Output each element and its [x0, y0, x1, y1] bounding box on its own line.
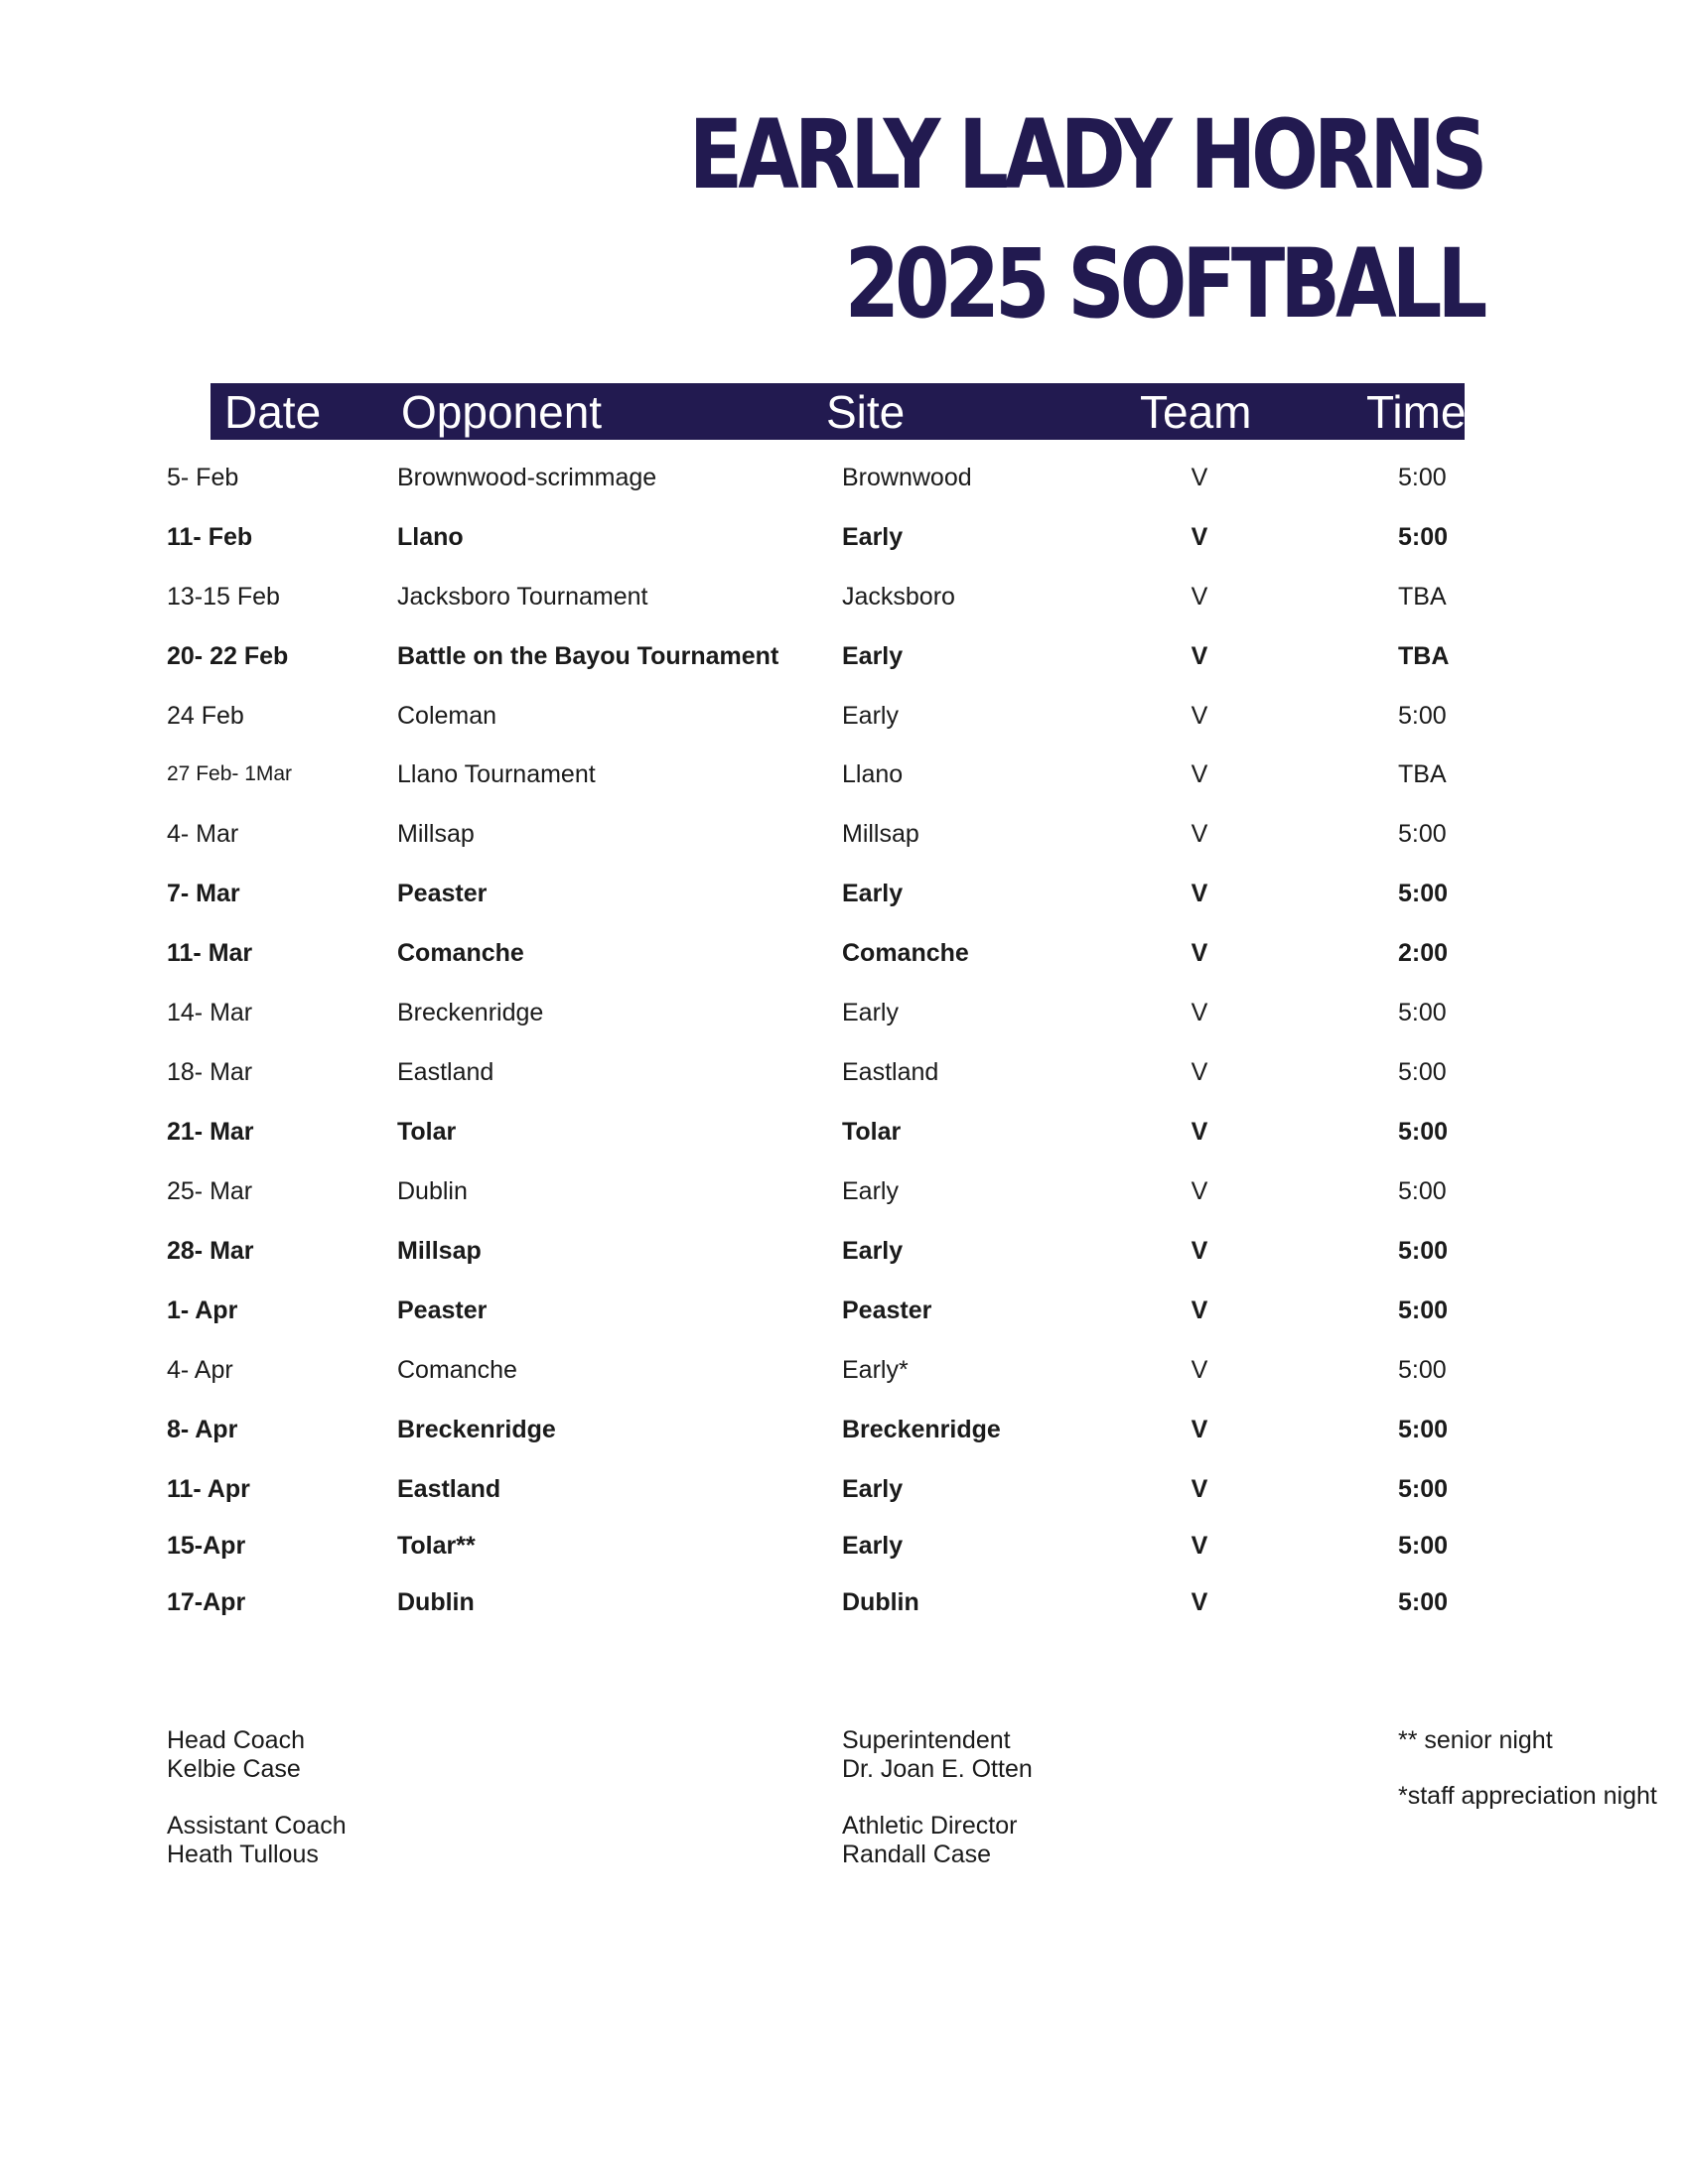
row-date: 17-Apr: [167, 1588, 246, 1616]
row-opponent: Tolar: [397, 1118, 457, 1146]
table-row: [0, 1582, 1688, 1622]
page-title: EARLY LADY HORNS: [688, 99, 1482, 210]
row-team: V: [1191, 583, 1208, 611]
row-team: V: [1191, 1475, 1208, 1503]
row-opponent: Comanche: [397, 1356, 517, 1384]
row-opponent: Coleman: [397, 702, 497, 730]
table-row: [0, 1231, 1688, 1271]
table-row: [0, 874, 1688, 913]
row-opponent: Llano Tournament: [397, 760, 596, 788]
row-time: TBA: [1398, 642, 1450, 670]
header-time: Time: [1366, 386, 1467, 438]
row-team: V: [1191, 1532, 1208, 1560]
row-time: 5:00: [1398, 1416, 1449, 1443]
table-row: [0, 458, 1688, 497]
row-team: V: [1191, 702, 1208, 730]
row-time: 5:00: [1398, 820, 1447, 848]
table-row: [0, 1410, 1688, 1449]
row-opponent: Eastland: [397, 1475, 501, 1503]
row-opponent: Peaster: [397, 880, 488, 907]
table-row: [0, 577, 1688, 616]
row-site: Brownwood: [842, 464, 972, 491]
table-row: [0, 1171, 1688, 1211]
row-opponent: Millsap: [397, 820, 475, 848]
row-team: V: [1191, 760, 1208, 788]
row-date: 14- Mar: [167, 999, 253, 1026]
row-date: 4- Apr: [167, 1356, 233, 1384]
header-opponent: Opponent: [401, 386, 603, 438]
row-team: V: [1191, 999, 1208, 1026]
row-date: 4- Mar: [167, 820, 239, 848]
row-time: 5:00: [1398, 523, 1449, 551]
table-row: [0, 517, 1688, 557]
row-date: 11- Feb: [167, 523, 253, 551]
row-date: 21- Mar: [167, 1118, 254, 1146]
row-time: 5:00: [1398, 999, 1447, 1026]
row-site: Tolar: [842, 1118, 902, 1146]
row-date: 13-15 Feb: [167, 583, 280, 611]
header-site: Site: [826, 386, 906, 438]
senior-night-note: ** senior night: [1398, 1726, 1553, 1754]
row-date: 11- Apr: [167, 1475, 250, 1503]
assistant-coach-title: Assistant Coach: [167, 1812, 347, 1840]
table-row: [0, 1469, 1688, 1509]
row-team: V: [1191, 1356, 1208, 1384]
row-time: 5:00: [1398, 1237, 1449, 1265]
row-opponent: Breckenridge: [397, 1416, 556, 1443]
row-team: V: [1191, 1177, 1208, 1205]
row-team: V: [1191, 1297, 1208, 1324]
row-time: 5:00: [1398, 1297, 1449, 1324]
row-site: Llano: [842, 760, 904, 788]
row-date: 11- Mar: [167, 939, 253, 967]
row-team: V: [1191, 820, 1208, 848]
row-site: Comanche: [842, 939, 969, 967]
athletic-director-block: [842, 1812, 1017, 1869]
superintendent-name: Dr. Joan E. Otten: [842, 1755, 1033, 1783]
row-team: V: [1191, 880, 1208, 907]
row-opponent: Peaster: [397, 1297, 488, 1324]
page-subtitle: 2025 SOFTBALL: [844, 228, 1482, 340]
table-row: [0, 933, 1688, 973]
row-opponent: Breckenridge: [397, 999, 544, 1026]
row-opponent: Comanche: [397, 939, 524, 967]
row-time: 2:00: [1398, 939, 1449, 967]
table-row: [0, 1052, 1688, 1092]
row-time: 5:00: [1398, 702, 1447, 730]
row-time: 5:00: [1398, 880, 1449, 907]
row-site: Early: [842, 523, 904, 551]
head-coach-title: Head Coach: [167, 1726, 305, 1754]
row-site: Early*: [842, 1356, 909, 1384]
row-team: V: [1191, 1118, 1208, 1146]
row-site: Early: [842, 880, 904, 907]
row-opponent: Dublin: [397, 1177, 468, 1205]
row-team: V: [1191, 523, 1208, 551]
row-team: V: [1191, 1058, 1208, 1086]
table-row: [0, 993, 1688, 1032]
row-site: Early: [842, 702, 899, 730]
row-time: 5:00: [1398, 1475, 1449, 1503]
row-date: 28- Mar: [167, 1237, 254, 1265]
header-date: Date: [224, 386, 322, 438]
row-site: Dublin: [842, 1588, 919, 1616]
row-team: V: [1191, 642, 1208, 670]
assistant-coach-name: Heath Tullous: [167, 1841, 319, 1868]
row-opponent: Millsap: [397, 1237, 482, 1265]
row-opponent: Brownwood-scrimmage: [397, 464, 657, 491]
row-site: Early: [842, 642, 904, 670]
row-time: 5:00: [1398, 1058, 1447, 1086]
row-site: Millsap: [842, 820, 919, 848]
row-site: Early: [842, 999, 899, 1026]
row-opponent: Battle on the Bayou Tournament: [397, 642, 779, 670]
row-time: TBA: [1398, 760, 1447, 788]
row-date: 5- Feb: [167, 464, 239, 491]
table-row: [0, 1350, 1688, 1390]
row-team: V: [1191, 939, 1208, 967]
row-date: 20- 22 Feb: [167, 642, 289, 670]
row-date: 8- Apr: [167, 1416, 238, 1443]
row-site: Early: [842, 1177, 899, 1205]
head-coach-block: [167, 1726, 305, 1784]
table-row: [0, 1112, 1688, 1152]
header-team: Team: [1140, 386, 1252, 438]
row-opponent: Llano: [397, 523, 464, 551]
table-row: [0, 1526, 1688, 1566]
row-site: Peaster: [842, 1297, 932, 1324]
row-opponent: Eastland: [397, 1058, 494, 1086]
row-time: 5:00: [1398, 1118, 1449, 1146]
row-date: 24 Feb: [167, 702, 244, 730]
row-time: 5:00: [1398, 1532, 1449, 1560]
staff-appreciation-note: *staff appreciation night: [1398, 1782, 1657, 1810]
superintendent-block: [842, 1726, 1033, 1784]
row-team: V: [1191, 464, 1208, 491]
row-date: 27 Feb- 1Mar: [167, 762, 293, 785]
table-row: [0, 814, 1688, 854]
row-team: V: [1191, 1237, 1208, 1265]
row-site: Early: [842, 1475, 904, 1503]
row-date: 15-Apr: [167, 1532, 246, 1560]
row-site: Breckenridge: [842, 1416, 1001, 1443]
head-coach-name: Kelbie Case: [167, 1755, 301, 1783]
superintendent-title: Superintendent: [842, 1726, 1011, 1754]
row-time: 5:00: [1398, 1177, 1447, 1205]
row-opponent: Jacksboro Tournament: [397, 583, 648, 611]
row-site: Early: [842, 1237, 904, 1265]
row-time: 5:00: [1398, 1356, 1447, 1384]
row-team: V: [1191, 1416, 1208, 1443]
table-row: [0, 636, 1688, 676]
row-date: 1- Apr: [167, 1297, 238, 1324]
row-date: 7- Mar: [167, 880, 240, 907]
table-row: [0, 754, 1688, 794]
row-site: Early: [842, 1532, 904, 1560]
row-opponent: Dublin: [397, 1588, 475, 1616]
row-time: TBA: [1398, 583, 1447, 611]
table-header: [211, 383, 1465, 440]
athletic-director-name: Randall Case: [842, 1841, 992, 1868]
row-time: 5:00: [1398, 1588, 1449, 1616]
row-date: 18- Mar: [167, 1058, 253, 1086]
row-date: 25- Mar: [167, 1177, 253, 1205]
table-row: [0, 696, 1688, 736]
row-time: 5:00: [1398, 464, 1447, 491]
row-site: Eastland: [842, 1058, 939, 1086]
row-team: V: [1191, 1588, 1208, 1616]
row-site: Jacksboro: [842, 583, 955, 611]
athletic-director-title: Athletic Director: [842, 1812, 1018, 1840]
table-row: [0, 1291, 1688, 1330]
row-opponent: Tolar**: [397, 1532, 476, 1560]
assistant-coach-block: [167, 1812, 347, 1869]
